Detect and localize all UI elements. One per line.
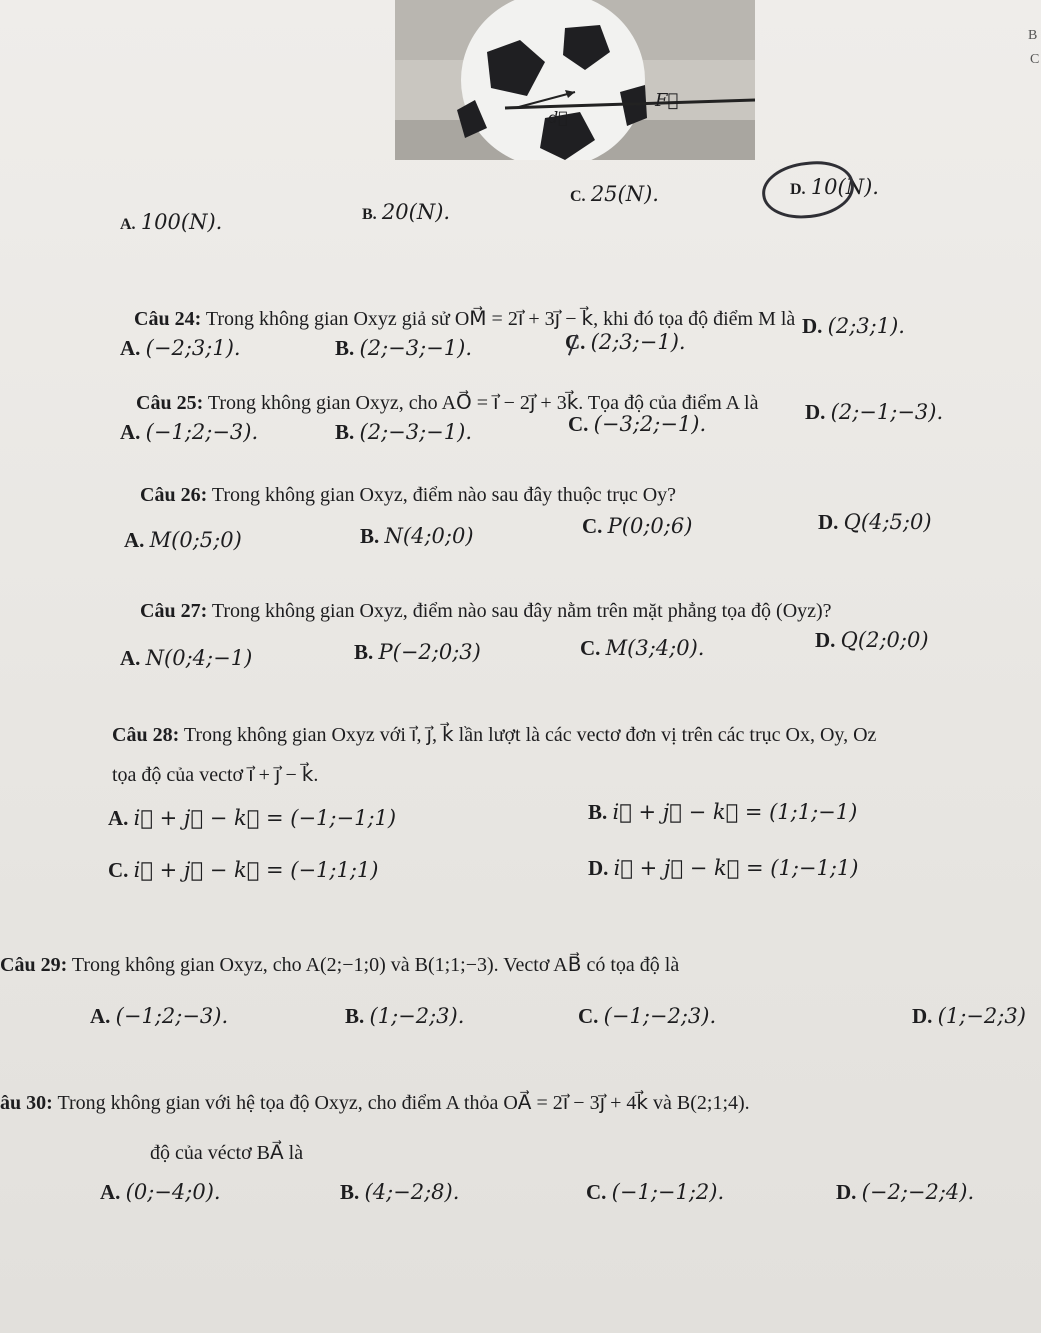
q28-option-b: B. i⃗ + j⃗ − k⃗ = (1;1;−1) xyxy=(588,800,858,824)
q23-option-a: A. 100(N). xyxy=(120,210,223,234)
q28-option-a: A. i⃗ + j⃗ − k⃗ = (−1;−1;1) xyxy=(108,806,397,830)
question-28-line-2: tọa độ của vectơ i⃗ + j⃗ − k⃗. xyxy=(112,764,319,786)
q26-option-d: D. Q(4;5;0) xyxy=(818,510,932,534)
soccer-ball-figure xyxy=(395,0,755,160)
q26-option-c: C. P(0;0;6) xyxy=(582,514,693,538)
q27-option-d: D. Q(2;0;0) xyxy=(815,628,929,652)
q29-option-b: B. (1;−2;3). xyxy=(345,1004,465,1028)
q25-option-b: B. (2;−3;−1). xyxy=(335,420,473,444)
question-28: Câu 28: Trong không gian Oxyz với i⃗, j⃗, k⃗ lần lượt là các vectơ đơn vị trên các trục Ox, Oy, Oz xyxy=(112,724,877,746)
q26-option-b: B. N(4;0;0) xyxy=(360,524,474,548)
q25-option-a: A. (−1;2;−3). xyxy=(120,420,259,444)
q23-option-b: B. 20(N). xyxy=(362,200,451,224)
vector-d-label: d⃗ xyxy=(548,108,568,127)
q27-option-b: B. P(−2;0;3) xyxy=(354,640,481,664)
q23-option-c: C. 25(N). xyxy=(570,182,659,206)
vector-f-label: F⃗ xyxy=(655,90,679,111)
question-30-line-2: độ của véctơ BA⃗ là xyxy=(150,1142,304,1164)
question-30: âu 30: Trong không gian với hệ tọa độ Oxyz, cho điểm A thỏa OA⃗ = 2i⃗ − 3j⃗ + 4k⃗ và B(2;1;4). xyxy=(0,1092,750,1114)
corner-letter-b: B xyxy=(1028,28,1038,43)
q27-option-c: C. M(3;4;0). xyxy=(580,636,705,660)
q30-option-c: C. (−1;−1;2). xyxy=(586,1180,725,1204)
q25-option-d: D. (2;−1;−3). xyxy=(805,400,944,424)
q24-option-b: B. (2;−3;−1). xyxy=(335,336,473,360)
q25-option-c: C. (−3;2;−1). xyxy=(568,412,707,436)
q24-option-c: C. (2;3;−1). xyxy=(565,330,686,354)
q29-option-c: C. (−1;−2;3). xyxy=(578,1004,717,1028)
q24-option-a: A. (−2;3;1). xyxy=(120,336,241,360)
q27-option-a: A. N(0;4;−1) xyxy=(120,646,253,670)
question-29: Câu 29: Trong không gian Oxyz, cho A(2;−1;0) và B(1;1;−3). Vectơ AB⃗ có tọa độ là xyxy=(0,954,680,976)
question-24: Câu 24: Trong không gian Oxyz giả sử OM⃗ = 2i⃗ + 3j⃗ − k⃗, khi đó tọa độ điểm M là xyxy=(134,308,796,330)
q26-option-a: A. M(0;5;0) xyxy=(124,528,242,552)
q29-option-d: D. (1;−2;3) xyxy=(912,1004,1026,1028)
q24-option-d: D. (2;3;1). xyxy=(802,314,905,338)
q30-option-a: A. (0;−4;0). xyxy=(100,1180,221,1204)
corner-letter-c: C xyxy=(1030,52,1040,67)
q23-option-d: D. 10(N). xyxy=(790,175,879,199)
q30-option-d: D. (−2;−2;4). xyxy=(836,1180,975,1204)
question-27: Câu 27: Trong không gian Oxyz, điểm nào sau đây nằm trên mặt phẳng tọa độ (Oyz)? xyxy=(140,600,832,622)
q29-option-a: A. (−1;2;−3). xyxy=(90,1004,229,1028)
q30-option-b: B. (4;−2;8). xyxy=(340,1180,460,1204)
q28-option-d: D. i⃗ + j⃗ − k⃗ = (1;−1;1) xyxy=(588,856,859,880)
q28-option-c: C. i⃗ + j⃗ − k⃗ = (−1;1;1) xyxy=(108,858,379,882)
answer-circle-mark xyxy=(759,157,856,222)
question-25: Câu 25: Trong không gian Oxyz, cho AO⃗ = i⃗ − 2j⃗ + 3k⃗. Tọa độ của điểm A là xyxy=(136,392,759,414)
question-26: Câu 26: Trong không gian Oxyz, điểm nào sau đây thuộc trục Oy? xyxy=(140,484,677,506)
